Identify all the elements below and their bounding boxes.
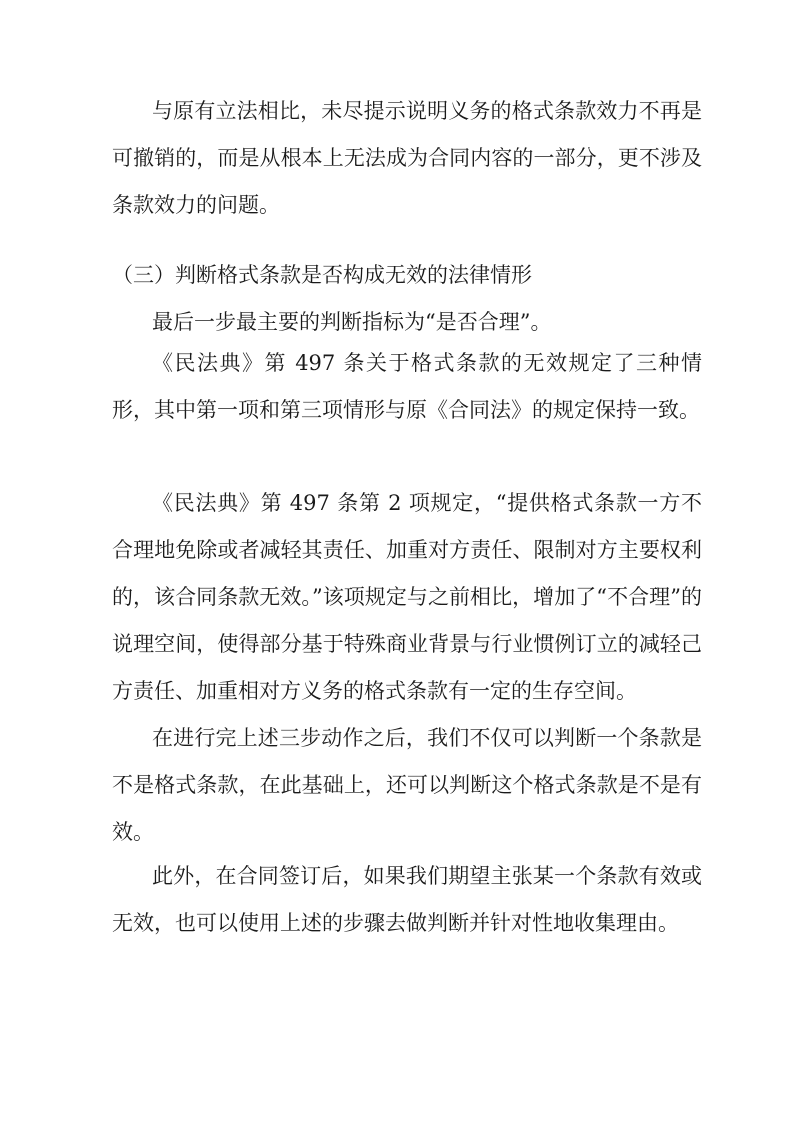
- section-heading-three: （三）判断格式条款是否构成无效的法律情形: [112, 263, 532, 287]
- paragraph-article-497-item-2: 《民法典》第 497 条第 2 项规定，“提供格式条款一方不合理地免除或者减轻其责任、加重对方责任、限制对方主要权利的，该合同条款无效。”该项规定与之前相比，增加了“不合理”的说理空间，使得部分基于特殊商业背景与行业惯例订立的减轻己方责任、加重相对方义务的格式条款有一定的生存空间。: [112, 491, 702, 703]
- paragraph-article-497: 《民法典》第 497 条关于格式条款的无效规定了三种情形，其中第一项和第三项情形与原《合同法》的规定保持一致。: [112, 351, 702, 422]
- paragraph-reasonableness: 最后一步最主要的判断指标为“是否合理”。: [152, 310, 552, 334]
- paragraph-three-steps: 在进行完上述三步动作之后，我们不仅可以判断一个条款是不是格式条款，在此基础上，还可以判断这个格式条款是不是有效。: [112, 726, 702, 844]
- paragraph-after-signing: 此外，在合同签订后，如果我们期望主张某一个条款有效或无效，也可以使用上述的步骤去做判断并针对性地收集理由。: [112, 864, 702, 935]
- paragraph-effect-comparison: 与原有立法相比，未尽提示说明义务的格式条款效力不再是可撤销的，而是从根本上无法成为合同内容的一部分，更不涉及条款效力的问题。: [112, 99, 702, 217]
